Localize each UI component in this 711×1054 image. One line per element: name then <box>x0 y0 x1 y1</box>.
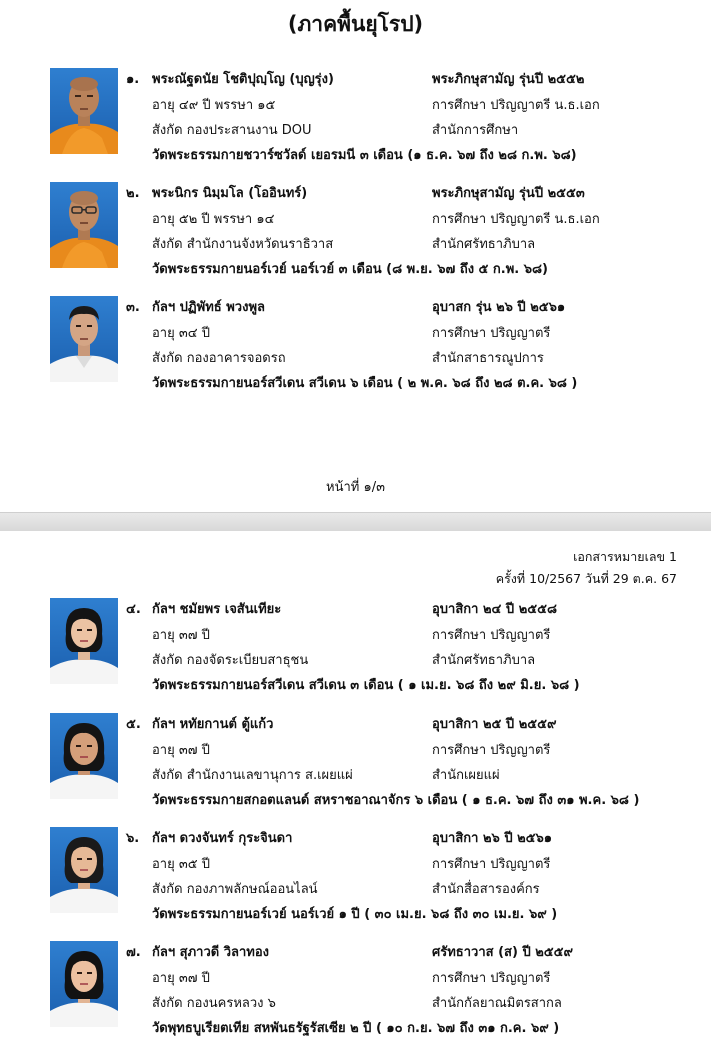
person-affiliation: สังกัด กองภาพลักษณ์ออนไลน์ <box>152 882 318 897</box>
posting-detail: วัดพุทธบูเรียตเทีย สหพันธรัฐรัสเซีย ๒ ปี ( ๑๐ ก.ย. ๖๗ ถึง ๓๑ ก.ค. ๖๙ ) <box>152 1021 560 1036</box>
person-affiliation: สังกัด กองอาคารจอดรถ <box>152 351 286 366</box>
personnel-entry-1 <box>0 68 711 178</box>
person-office: สำนักสาธารณูปการ <box>432 351 544 366</box>
person-education: การศึกษา ปริญญาตรี <box>432 628 551 643</box>
person-name: กัลฯ สุภาวดี วิลาทอง <box>152 945 270 960</box>
entry-number: ๔. <box>126 602 141 617</box>
person-office: สำนักศรัทธาภิบาล <box>432 237 536 252</box>
person-age: อายุ ๔๙ ปี พรรษา ๑๕ <box>152 98 276 113</box>
person-education: การศึกษา ปริญญาตรี <box>432 326 551 341</box>
person-name: กัลฯ หทัยกานต์ ตู้แก้ว <box>152 717 274 732</box>
region-title: (ภาคพื้นยุโรป) <box>287 12 424 36</box>
posting-detail: วัดพระธรรมกายนอร์สวีเดน สวีเดน ๖ เดือน ( ๒ พ.ค. ๖๘ ถึง ๒๘ ต.ค. ๖๘ ) <box>152 376 578 391</box>
posting-detail: วัดพระธรรมกายนอร์เวย์ นอร์เวย์ ๑ ปี ( ๓๐ เม.ย. ๖๘ ถึง ๓๐ เม.ย. ๖๙ ) <box>152 907 558 922</box>
personnel-entry-2 <box>0 182 711 292</box>
meeting-reference: ครั้งที่ 10/2567 วันที่ 29 ต.ค. 67 <box>495 571 677 586</box>
posting-detail: วัดพระธรรมกายนอร์สวีเดน สวีเดน ๓ เดือน ( ๑ เม.ย. ๖๘ ถึง ๒๙ มิ.ย. ๖๘ ) <box>152 678 580 693</box>
person-office: สำนักการศึกษา <box>432 123 519 138</box>
person-affiliation: สังกัด สำนักงานเลขานุการ ส.เผยแผ่ <box>152 768 353 783</box>
posting-detail: วัดพระธรรมกายนอร์เวย์ นอร์เวย์ ๓ เดือน (๘ พ.ย. ๖๗ ถึง ๕ ก.พ. ๖๘) <box>152 262 548 277</box>
person-office: สำนักกัลยาณมิตรสากล <box>432 996 562 1011</box>
entry-number: ๖. <box>126 831 140 846</box>
person-age: อายุ ๓๗ ปี <box>152 628 210 643</box>
person-rank: อุบาสิกา ๒๕ ปี ๒๕๕๙ <box>432 717 557 732</box>
personnel-entry-3 <box>0 296 711 406</box>
person-name: กัลฯ ปฏิพัทธ์ พวงพูล <box>152 300 265 315</box>
person-age: อายุ ๓๗ ปี <box>152 971 210 986</box>
page-two <box>0 531 711 1054</box>
entry-number: ๒. <box>126 186 140 201</box>
page-one <box>0 0 711 512</box>
entry-number: ๑. <box>126 72 140 87</box>
portrait-photo <box>50 68 118 154</box>
person-office: สำนักเผยแผ่ <box>432 768 500 783</box>
person-affiliation: สังกัด กองนครหลวง ๖ <box>152 996 276 1011</box>
entry-number: ๓. <box>126 300 140 315</box>
person-name: พระนิกร นิมฺมโล (โออินทร์) <box>152 186 308 201</box>
entry-number: ๕. <box>126 717 141 732</box>
personnel-entry-6 <box>0 827 711 937</box>
person-rank: พระภิกษุสามัญ รุ่นปี ๒๕๕๓ <box>432 186 585 201</box>
person-rank: ศรัทธาวาส (ส) ปี ๒๕๕๙ <box>432 945 573 960</box>
person-affiliation: สังกัด สำนักงานจังหวัดนราธิวาส <box>152 237 334 252</box>
person-age: อายุ ๓๔ ปี <box>152 326 210 341</box>
personnel-entry-4 <box>0 598 711 708</box>
person-affiliation: สังกัด กองประสานงาน DOU <box>152 123 312 138</box>
person-rank: อุบาสิกา ๒๔ ปี ๒๕๕๘ <box>432 602 557 617</box>
person-education: การศึกษา ปริญญาตรี <box>432 971 551 986</box>
document-number: เอกสารหมายเลข 1 <box>573 549 677 564</box>
person-affiliation: สังกัด กองจัดระเบียบสาธุชน <box>152 653 309 668</box>
portrait-photo <box>50 941 118 1027</box>
person-name: พระณัฐดนัย โชติปุญฺโญ (บุญรุ่ง) <box>152 72 334 87</box>
person-name: กัลฯ ชมัยพร เจสันเทียะ <box>152 602 282 617</box>
posting-detail: วัดพระธรรมกายสกอตแลนด์ สหราชอาณาจักร ๖ เดือน ( ๑ ธ.ค. ๖๗ ถึง ๓๑ พ.ค. ๖๘ ) <box>152 793 640 808</box>
person-age: อายุ ๓๗ ปี <box>152 743 210 758</box>
personnel-entry-7 <box>0 941 711 1051</box>
person-rank: อุบาสิกา ๒๖ ปี ๒๕๖๑ <box>432 831 553 846</box>
portrait-photo <box>50 827 118 913</box>
person-education: การศึกษา ปริญญาตรี น.ธ.เอก <box>432 212 600 227</box>
portrait-photo <box>50 296 118 382</box>
person-rank: อุบาสก รุ่น ๒๖ ปี ๒๕๖๑ <box>432 300 566 315</box>
portrait-photo <box>50 713 118 799</box>
person-education: การศึกษา ปริญญาตรี <box>432 743 551 758</box>
person-education: การศึกษา ปริญญาตรี น.ธ.เอก <box>432 98 600 113</box>
entry-number: ๗. <box>126 945 141 960</box>
person-age: อายุ ๓๕ ปี <box>152 857 210 872</box>
posting-detail: วัดพระธรรมกายชวาร์ซวัลด์ เยอรมนี ๓ เดือน (๑ ธ.ค. ๖๗ ถึง ๒๘ ก.พ. ๖๘) <box>152 148 577 163</box>
page-separator <box>0 512 711 532</box>
page-number: หน้าที่ ๑/๓ <box>326 480 385 495</box>
person-office: สำนักสื่อสารองค์กร <box>432 882 540 897</box>
portrait-photo <box>50 598 118 684</box>
person-rank: พระภิกษุสามัญ รุ่นปี ๒๕๕๒ <box>432 72 585 87</box>
personnel-entry-5 <box>0 713 711 823</box>
person-age: อายุ ๕๒ ปี พรรษา ๑๔ <box>152 212 275 227</box>
person-name: กัลฯ ดวงจันทร์ กุระจินดา <box>152 831 293 846</box>
portrait-photo <box>50 182 118 268</box>
person-education: การศึกษา ปริญญาตรี <box>432 857 551 872</box>
person-office: สำนักศรัทธาภิบาล <box>432 653 536 668</box>
